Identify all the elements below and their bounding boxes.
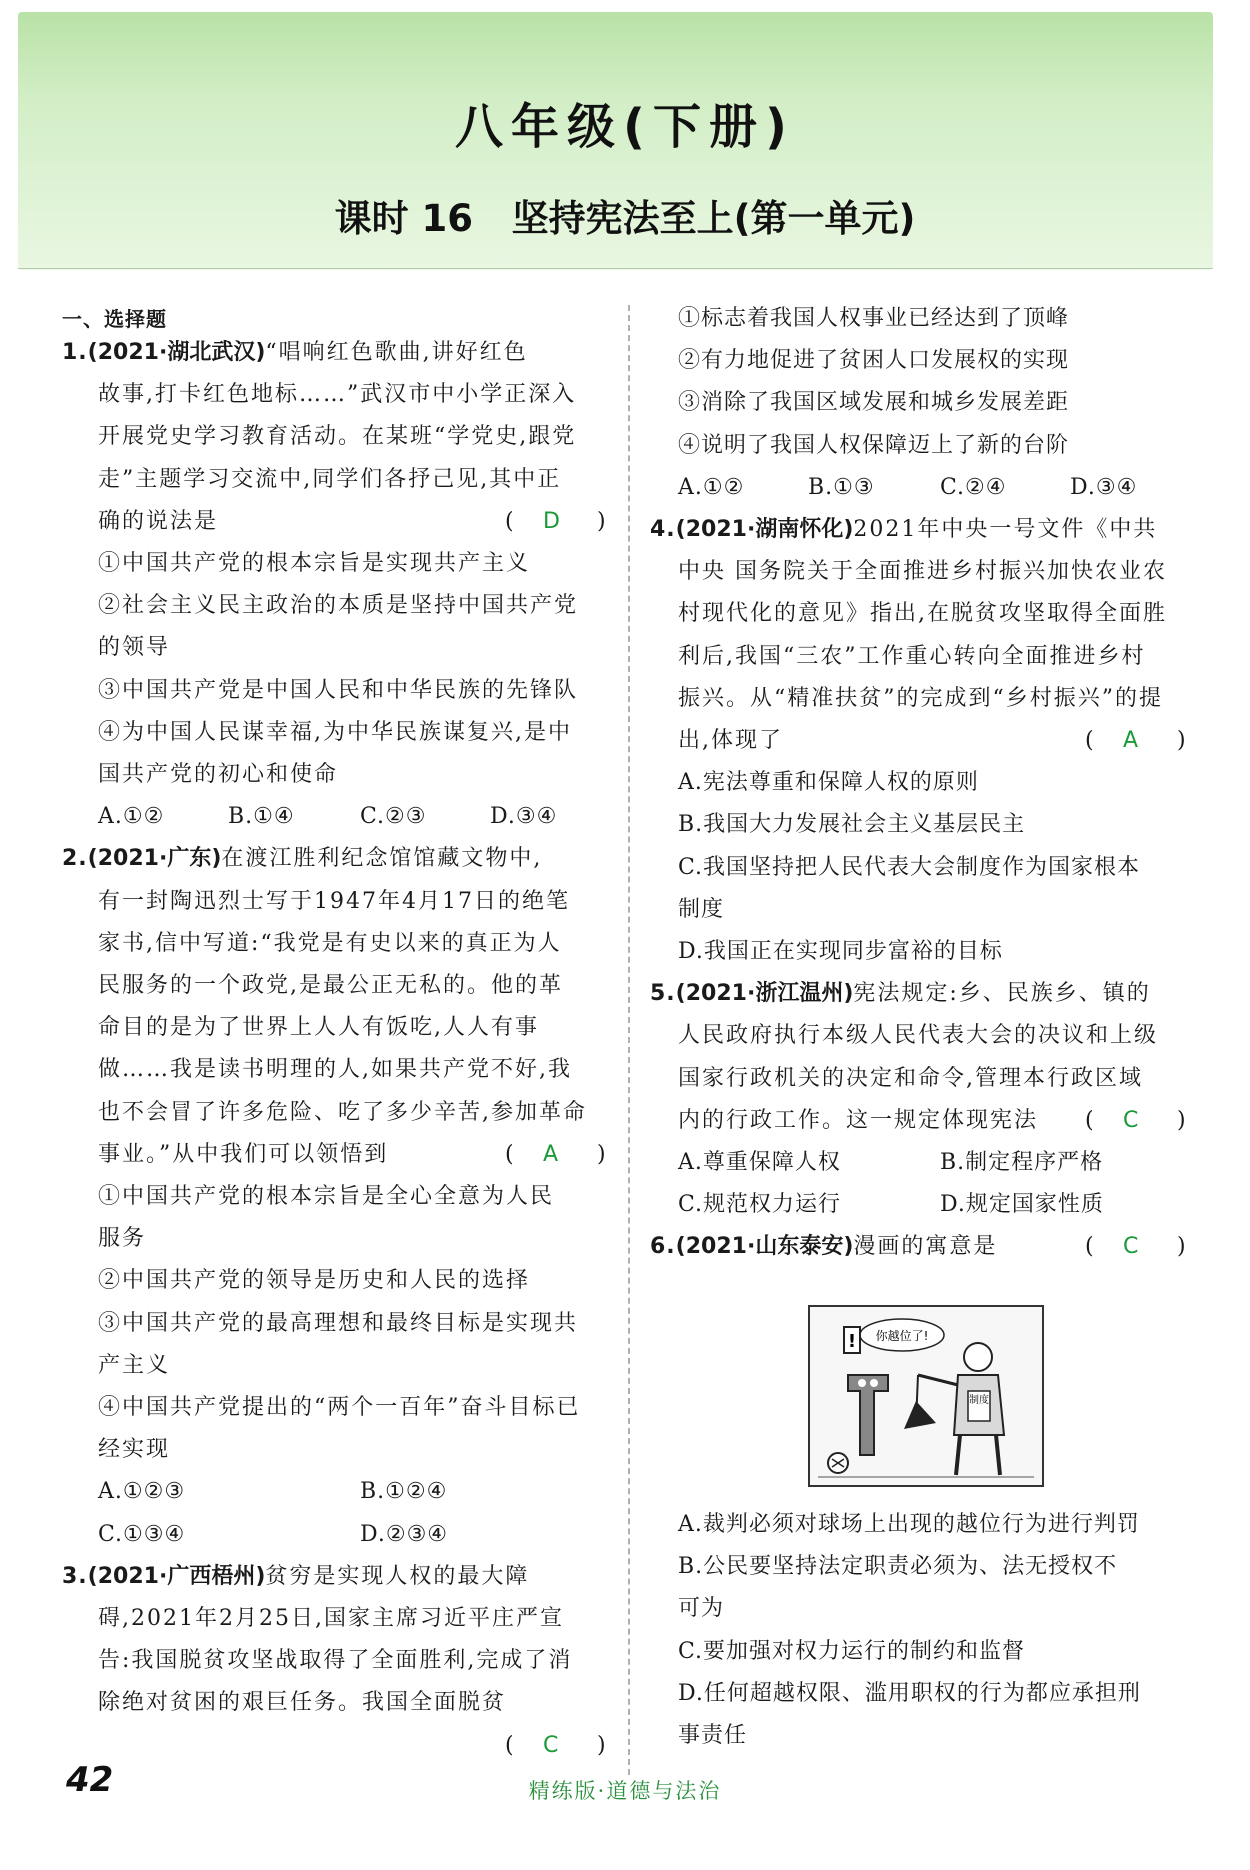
option-line: 事责任	[678, 1723, 748, 1748]
question-line	[98, 1351, 170, 1381]
question-text: 开展党史学习教育活动。在某班“学党史,跟党	[98, 424, 577, 450]
question-text: 利后,我国“三农”工作重心转向全面推进乡村	[678, 643, 1146, 669]
option-b: B.制定程序严格	[940, 1150, 1104, 1175]
question-source: (2021·广东)	[87, 846, 222, 872]
question-stem	[62, 338, 528, 368]
question-line	[678, 1106, 1038, 1136]
answer-letter: D	[543, 508, 560, 534]
option-line: A.宪法尊重和保障人权的原则	[678, 770, 979, 796]
question-text: 除绝对贫困的艰巨任务。我国全面脱贫	[98, 1690, 507, 1716]
question-line	[678, 684, 1163, 714]
question-line	[98, 887, 570, 917]
question-number: 2.	[62, 846, 88, 872]
option-line: A.裁判必须对球场上出现的越位行为进行判罚	[678, 1512, 1140, 1537]
question-line	[98, 633, 170, 663]
question-stem	[650, 1232, 997, 1262]
answer-letter: C	[543, 1732, 559, 1758]
answer-letter: A	[543, 1141, 559, 1167]
option-c: C.②④	[940, 474, 1007, 500]
answer-paren-open: (	[505, 1141, 514, 1167]
question-text: 民服务的一个政党,是最公正无私的。他的革	[98, 973, 563, 998]
question-source: (2021·湖北武汉)	[87, 340, 266, 365]
answer-paren-open: (	[1085, 1234, 1094, 1260]
question-text: ②中国共产党的领导是历史和人民的选择	[98, 1268, 531, 1294]
cartoon-illustration	[808, 1305, 1044, 1487]
question-stem	[62, 1562, 529, 1592]
option-b: B.①④	[228, 804, 295, 830]
question-text: 服务	[98, 1226, 147, 1252]
question-line	[98, 718, 572, 748]
option-c: C.②③	[360, 804, 427, 830]
question-text: ①中国共产党的根本宗旨是实现共产主义	[98, 551, 531, 576]
question-line	[98, 422, 576, 452]
question-text: 人民政府执行本级人民代表大会的决议和上级	[678, 1023, 1159, 1049]
question-line	[98, 1646, 572, 1676]
question-text: 有一封陶迅烈士写于1947年4月17日的绝笔	[98, 888, 570, 914]
option-c: C.①③④	[98, 1521, 186, 1547]
lesson-title: 课时 16 坚持宪法至上(第一单元)	[334, 197, 916, 240]
question-text: 的领导	[98, 635, 171, 661]
question-line	[98, 1182, 554, 1212]
section-title: 一、选择题	[62, 307, 167, 331]
answer-letter: C	[1123, 1107, 1139, 1133]
question-text: 国家行政机关的决定和命令,管理本行政区域	[678, 1065, 1143, 1091]
question-text: 做……我是读书明理的人,如果共产党不好,我	[98, 1057, 572, 1083]
svg-text:!: !	[847, 1331, 857, 1352]
question-text: 命目的是为了世界上人人有饭吃,人人有事	[98, 1015, 539, 1041]
question-line	[678, 599, 1167, 629]
question-text: 碍,2021年2月25日,国家主席习近平庄严宣	[98, 1606, 564, 1631]
option-c: C.规范权力运行	[678, 1192, 842, 1218]
option-d: D.规定国家性质	[940, 1192, 1104, 1218]
question-line	[98, 1266, 530, 1296]
option-line: C.我国坚持把人民代表大会制度作为国家根本	[678, 854, 1141, 880]
question-source: (2021·湖南怀化)	[675, 517, 854, 542]
option-line: 制度	[678, 896, 725, 922]
option-a: A.尊重保障人权	[678, 1150, 841, 1175]
question-line	[98, 929, 562, 959]
question-number: 5.	[650, 981, 676, 1007]
question-text: 宪法规定:乡、民族乡、镇的	[853, 981, 1151, 1007]
option-d: D.③④	[1070, 474, 1138, 500]
option-line: B.我国大力发展社会主义基层民主	[678, 812, 1026, 838]
question-line	[98, 549, 530, 579]
question-line	[98, 1393, 581, 1423]
question-line	[98, 591, 578, 621]
option-a: A.①②③	[98, 1479, 186, 1505]
answer-letter: A	[1123, 728, 1139, 753]
question-stem	[62, 844, 542, 874]
question-text: 贫穷是实现人权的最大障	[265, 1563, 530, 1589]
question-stem	[650, 515, 1157, 545]
question-text: 经实现	[98, 1437, 171, 1463]
question-text: 在渡江胜利纪念馆馆藏文物中,	[221, 846, 543, 872]
question-line	[678, 1021, 1158, 1051]
statement-item: ②有力地促进了贫困人口发展权的实现	[678, 348, 1070, 374]
question-text: 村现代化的意见》指出,在脱贫攻坚取得全面胜	[678, 601, 1167, 627]
question-line	[98, 676, 578, 706]
answer-paren-close: )	[597, 508, 606, 534]
question-text: 家书,信中写道:“我党是有史以来的真正为人	[98, 930, 562, 956]
question-source: (2021·山东泰安)	[675, 1234, 854, 1260]
option-b: B.①③	[808, 474, 875, 500]
option-line: 可为	[678, 1596, 725, 1622]
question-line	[98, 1140, 388, 1170]
answer-paren-close: )	[597, 1732, 606, 1758]
option-d: D.③④	[490, 804, 558, 830]
question-line	[98, 1309, 578, 1339]
answer-paren-close: )	[1177, 1234, 1186, 1260]
answer-paren-open: (	[505, 1732, 514, 1758]
question-text: 漫画的寓意是	[853, 1234, 998, 1260]
question-text: 告:我国脱贫攻坚战取得了全面胜利,完成了消	[98, 1648, 573, 1674]
question-line	[98, 1098, 587, 1128]
statement-item: ④说明了我国人权保障迈上了新的台阶	[678, 432, 1070, 458]
question-line	[98, 380, 576, 410]
question-text: 国共产党的初心和使命	[98, 762, 339, 787]
cartoon-badge: 制度	[969, 1395, 989, 1406]
question-text: 确的说法是	[98, 508, 219, 534]
option-a: A.①②	[98, 804, 165, 830]
question-text: 振兴。从“精准扶贫”的完成到“乡村振兴”的提	[678, 685, 1163, 711]
question-line	[98, 1688, 506, 1718]
answer-paren-close: )	[1177, 728, 1186, 753]
answer-letter: C	[1123, 1234, 1139, 1260]
grade-title: 八年级(下册)	[455, 99, 795, 155]
question-text: “唱响红色歌曲,讲好红色	[265, 340, 528, 365]
question-line	[678, 557, 1167, 587]
question-source: (2021·浙江温州)	[675, 981, 854, 1007]
question-text: 产主义	[98, 1352, 171, 1378]
question-line	[98, 971, 563, 1001]
question-line	[98, 1224, 146, 1254]
answer-paren-open: (	[1085, 1107, 1094, 1133]
question-number: 4.	[650, 517, 676, 542]
question-source: (2021·广西梧州)	[87, 1563, 266, 1589]
option-line: D.任何超越权限、滥用职权的行为都应承担刑	[678, 1680, 1141, 1706]
question-text: 也不会冒了许多危险、吃了多少辛苦,参加革命	[98, 1099, 587, 1125]
cartoon-bubble-text: 你越位了!	[875, 1329, 929, 1343]
question-text: ④中国共产党提出的“两个一百年”奋斗目标已	[98, 1395, 581, 1420]
answer-paren-close: )	[1177, 1107, 1186, 1133]
question-stem	[650, 979, 1151, 1009]
option-d: D.②③④	[360, 1521, 449, 1547]
statement-item: ①标志着我国人权事业已经达到了顶峰	[678, 306, 1070, 331]
page-number: 42	[66, 1760, 114, 1800]
question-text: ④为中国人民谋幸福,为中华民族谋复兴,是中	[98, 719, 572, 745]
question-number: 1.	[62, 340, 88, 365]
option-line: C.要加强对权力运行的制约和监督	[678, 1638, 1026, 1664]
statement-item: ③消除了我国区域发展和城乡发展差距	[678, 390, 1070, 416]
question-number: 6.	[650, 1234, 676, 1260]
question-line	[98, 507, 218, 537]
footer-title: 精练版·道德与法治	[528, 1779, 722, 1803]
question-text: ②社会主义民主政治的本质是坚持中国共产党	[98, 593, 579, 619]
question-text: ①中国共产党的根本宗旨是全心全意为人民	[98, 1184, 555, 1209]
answer-paren-close: )	[597, 1141, 606, 1167]
option-line: D.我国正在实现同步富裕的目标	[678, 939, 1003, 964]
question-text: 中央 国务院关于全面推进乡村振兴加快农业农	[678, 559, 1167, 585]
option-b: B.①②④	[360, 1479, 448, 1505]
question-line	[98, 1013, 539, 1043]
question-line	[98, 1604, 564, 1634]
question-line	[678, 642, 1146, 672]
question-text: 2021年中央一号文件《中共	[853, 517, 1158, 542]
answer-paren-open: (	[1085, 728, 1094, 753]
question-text: 走”主题学习交流中,同学们各抒己见,其中正	[98, 466, 562, 492]
question-line	[98, 1435, 170, 1465]
question-line	[98, 1055, 572, 1085]
question-line	[678, 1064, 1143, 1094]
question-text: 出,体现了	[678, 728, 783, 753]
question-number: 3.	[62, 1563, 88, 1589]
answer-paren-open: (	[505, 508, 514, 534]
question-line	[678, 726, 783, 756]
option-a: A.①②	[678, 474, 745, 500]
header-divider	[18, 268, 1213, 269]
question-text: 事业。”从中我们可以领悟到	[98, 1141, 389, 1167]
question-line	[98, 760, 338, 790]
question-text: 故事,打卡红色地标……”武汉市中小学正深入	[98, 382, 577, 408]
question-line	[98, 465, 561, 495]
question-text: 内的行政工作。这一规定体现宪法	[678, 1107, 1039, 1133]
question-text: ③中国共产党是中国人民和中华民族的先锋队	[98, 677, 579, 703]
question-text: ③中国共产党的最高理想和最终目标是实现共	[98, 1310, 579, 1336]
option-line: B.公民要坚持法定职责必须为、法无授权不	[678, 1554, 1118, 1580]
column-divider	[628, 305, 630, 1775]
